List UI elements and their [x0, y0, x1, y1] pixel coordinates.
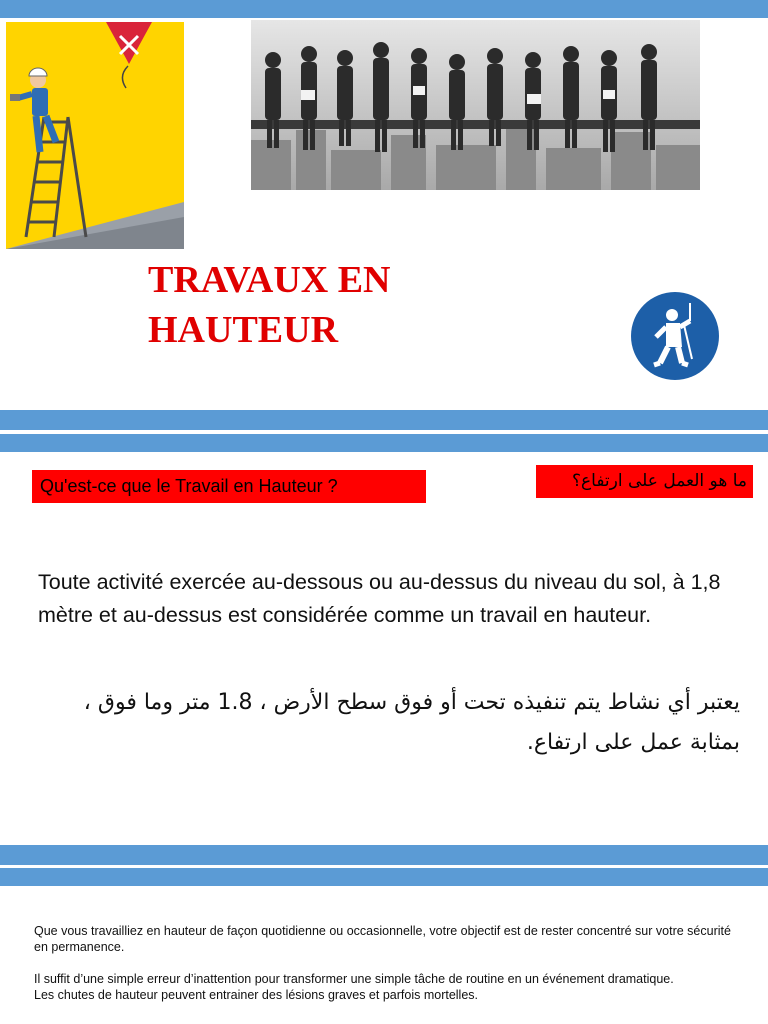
paragraph-2: Il suffit d’une simple erreur d’inattention pour transformer une simple tâche de routine en un événement dramatique. — [34, 972, 674, 986]
separator-band-2a — [0, 845, 768, 865]
separator-band-1b — [0, 434, 768, 452]
paragraph-1: Que vous travailliez en hauteur de façon quotidienne ou occasionnelle, votre objectif est de rester concentré sur votre sécurité en permanence. — [34, 924, 731, 954]
question-ar: ما هو العمل على ارتفاع؟ — [536, 465, 753, 498]
separator-band-1a — [0, 410, 768, 430]
definition-fr: Toute activité exercée au-dessous ou au-dessus du niveau du sol, à 1,8 mètre et au-dessus est considérée comme un travail en hauteur. — [38, 570, 721, 627]
safety-harness-icon — [630, 291, 720, 381]
worker-on-ladder-illustration — [6, 22, 184, 249]
definition-ar: يعتبر أي نشاط يتم تنفيذه تحت أو فوق سطح الأرض ، 1.8 متر وما فوق ، بمثابة عمل على ارتفاع. — [83, 690, 740, 755]
top-band — [0, 0, 768, 18]
workers-on-beam-photo — [251, 20, 700, 190]
body-text — [34, 923, 734, 1003]
title-line-2: HAUTEUR — [148, 309, 339, 351]
title-line-1: TRAVAUX EN — [148, 259, 391, 301]
paragraph-3: Les chutes de hauteur peuvent entrainer des lésions graves et parfois mortelles. — [34, 988, 479, 1002]
page-title — [148, 255, 508, 355]
separator-band-2b — [0, 868, 768, 886]
question-fr: Qu'est-ce que le Travail en Hauteur ? — [32, 470, 426, 503]
